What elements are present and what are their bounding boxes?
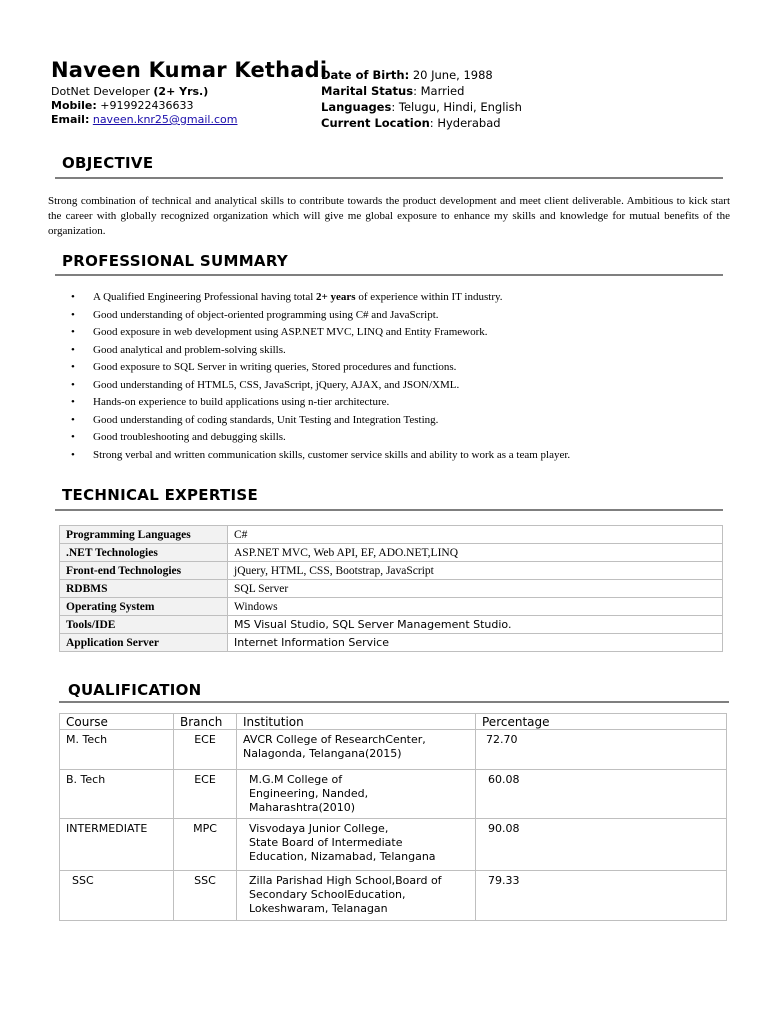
list-item: • A Qualified Engineering Professional having total 2+ years of experience within IT industry.	[70, 289, 570, 307]
list-item: • Good analytical and problem-solving skills.	[70, 342, 570, 360]
branch-cell: ECE	[174, 730, 237, 770]
tech-value: Internet Information Service	[228, 634, 723, 652]
location-line	[321, 115, 522, 131]
mobile-value: +919922436633	[96, 99, 194, 112]
percentage-cell: 79.33	[476, 871, 727, 921]
marital-value: : Married	[413, 84, 465, 98]
marital-label: Marital Status	[321, 84, 414, 98]
tech-value: C#	[228, 526, 723, 544]
table-row	[60, 580, 723, 598]
role-line	[51, 85, 237, 99]
summary-list	[70, 289, 570, 464]
technical-rule	[55, 509, 723, 511]
objective-rule	[55, 177, 723, 179]
summary-rule	[55, 274, 723, 276]
tech-key: .NET Technologies	[60, 544, 228, 562]
languages-value: : Telugu, Hindi, English	[391, 100, 522, 114]
table-row	[60, 616, 723, 634]
table-row	[60, 526, 723, 544]
table-row	[60, 544, 723, 562]
institution-line: Education, Nizamabad, Telangana	[249, 850, 436, 863]
table-row	[60, 562, 723, 580]
list-item: • Good exposure to SQL Server in writing queries, Stored procedures and functions.	[70, 359, 570, 377]
tech-key: Application Server	[60, 634, 228, 652]
column-header: Course	[60, 714, 174, 730]
table-row	[60, 730, 727, 770]
institution-line: Engineering, Nanded,	[249, 787, 369, 800]
institution-line: Zilla Parishad High School,Board of	[249, 874, 442, 887]
qualification-heading: QUALIFICATION	[68, 681, 202, 699]
objective-text: Strong combination of technical and analytical skills to contribute towards the product development and meet client deliverable. Ambitious to kick start the career with globally recognized organization which will give me global exposure to enhance my skills and knowledge for mutual benefits of the organization.	[48, 195, 730, 237]
location-value: : Hyderabad	[429, 116, 501, 130]
technical-table	[59, 525, 723, 652]
languages-label: Languages	[321, 100, 392, 114]
candidate-name: Naveen Kumar Kethadi	[51, 58, 328, 82]
summary-heading: PROFESSIONAL SUMMARY	[62, 252, 289, 270]
email-line	[51, 113, 237, 127]
column-header: Percentage	[476, 714, 727, 730]
list-item: • Good exposure in web development using ASP.NET MVC, LINQ and Entity Framework.	[70, 324, 570, 342]
percentage-cell: 60.08	[476, 770, 727, 819]
list-item: • Strong verbal and written communication skills, customer service skills and ability to work as a team player.	[70, 447, 570, 465]
email-link[interactable]: naveen.knr25@gmail.com	[92, 113, 238, 126]
institution-cell	[237, 770, 476, 819]
percentage-cell: 90.08	[476, 819, 727, 871]
languages-line	[321, 99, 522, 115]
institution-line: State Board of Intermediate	[249, 836, 403, 849]
tech-value: Windows	[228, 598, 723, 616]
qualification-table	[59, 713, 727, 921]
column-header: Institution	[237, 714, 476, 730]
marital-line	[321, 83, 522, 99]
tech-key: Front-end Technologies	[60, 562, 228, 580]
table-header-row	[60, 714, 727, 730]
institution-line: Visvodaya Junior College,	[249, 822, 389, 835]
mobile-line	[51, 99, 237, 113]
institution-cell	[237, 730, 476, 770]
email-label: Email:	[51, 113, 90, 126]
institution-line: AVCR College of ResearchCenter,	[243, 733, 426, 746]
course-cell: INTERMEDIATE	[60, 819, 174, 871]
objective-heading: OBJECTIVE	[62, 154, 154, 172]
tech-value: SQL Server	[228, 580, 723, 598]
tech-key: Programming Languages	[60, 526, 228, 544]
qualification-rule	[59, 701, 729, 703]
branch-cell: ECE	[174, 770, 237, 819]
tech-value: jQuery, HTML, CSS, Bootstrap, JavaScript	[228, 562, 723, 580]
personal-details	[321, 67, 522, 131]
institution-line: M.G.M College of	[249, 773, 343, 786]
list-item: • Good understanding of HTML5, CSS, JavaScript, jQuery, AJAX, and JSON/XML.	[70, 377, 570, 395]
tech-key: RDBMS	[60, 580, 228, 598]
table-row	[60, 598, 723, 616]
dob-label: Date of Birth:	[321, 68, 410, 82]
institution-cell	[237, 819, 476, 871]
contact-block	[51, 85, 237, 127]
list-item: • Good understanding of object-oriented programming using C# and JavaScript.	[70, 307, 570, 325]
column-header: Branch	[174, 714, 237, 730]
table-row	[60, 770, 727, 819]
course-cell: B. Tech	[60, 770, 174, 819]
list-item: • Good understanding of coding standards, Unit Testing and Integration Testing.	[70, 412, 570, 430]
branch-cell: SSC	[174, 871, 237, 921]
tech-value: MS Visual Studio, SQL Server Management Studio.	[228, 616, 723, 634]
role-experience: (2+ Yrs.)	[153, 85, 209, 98]
institution-line: Maharashtra(2010)	[249, 801, 356, 814]
branch-cell: MPC	[174, 819, 237, 871]
technical-heading: TECHNICAL EXPERTISE	[62, 486, 259, 504]
table-row	[60, 819, 727, 871]
institution-cell	[237, 871, 476, 921]
role-title: DotNet Developer	[51, 85, 154, 98]
institution-line: Secondary SchoolEducation,	[249, 888, 406, 901]
percentage-cell: 72.70	[476, 730, 727, 770]
course-cell: SSC	[60, 871, 174, 921]
list-item: • Hands-on experience to build applications using n-tier architecture.	[70, 394, 570, 412]
tech-key: Tools/IDE	[60, 616, 228, 634]
course-cell: M. Tech	[60, 730, 174, 770]
tech-key: Operating System	[60, 598, 228, 616]
table-row	[60, 871, 727, 921]
institution-line: Lokeshwaram, Telanagan	[249, 902, 388, 915]
dob-value: 20 June, 1988	[409, 68, 493, 82]
mobile-label: Mobile:	[51, 99, 97, 112]
dob-line	[321, 67, 522, 83]
location-label: Current Location	[321, 116, 430, 130]
list-item: • Good troubleshooting and debugging skills.	[70, 429, 570, 447]
institution-line: Nalagonda, Telangana(2015)	[243, 747, 402, 760]
table-row	[60, 634, 723, 652]
tech-value: ASP.NET MVC, Web API, EF, ADO.NET,LINQ	[228, 544, 723, 562]
